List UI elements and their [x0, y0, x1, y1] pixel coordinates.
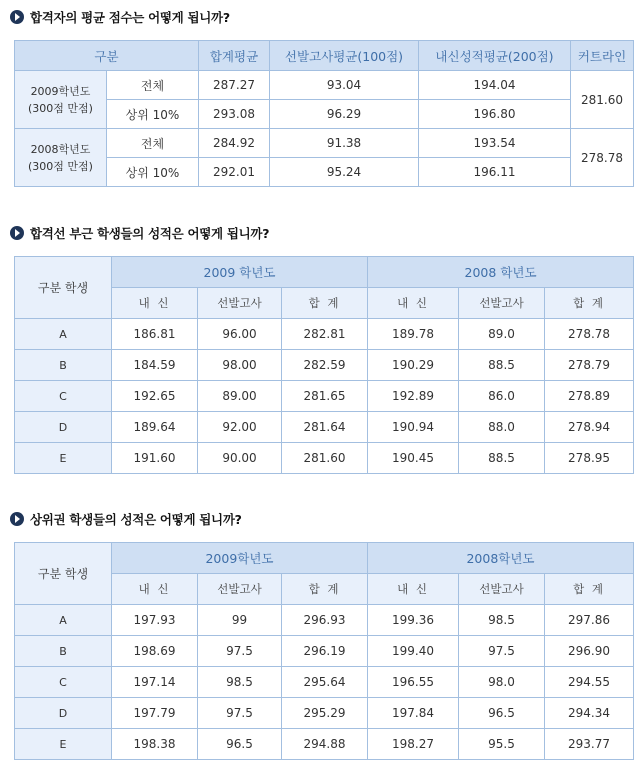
- exam-avg-cell: 96.29: [270, 100, 419, 129]
- naesin-2009-cell: 198.69: [112, 636, 198, 667]
- total-avg-cell: 292.01: [199, 158, 270, 187]
- arrow-bullet-icon: [10, 10, 24, 24]
- section-heading-average-scores: [10, 7, 230, 27]
- subgroup-label: 상위 10%: [107, 100, 199, 129]
- section-heading-cutline-students: [10, 223, 269, 243]
- total-2008-cell: 296.90: [545, 636, 634, 667]
- naesin-2009-cell: 197.93: [112, 605, 198, 636]
- naesin-2009-cell: 192.65: [112, 381, 198, 412]
- naesin-2008-cell: 189.78: [368, 319, 459, 350]
- heading-text: 상위권 학생들의 성적은 어떻게 됩니까?: [30, 512, 242, 527]
- total-2008-cell: 293.77: [545, 729, 634, 760]
- student-label: B: [15, 350, 112, 381]
- total-2009-cell: 294.88: [282, 729, 368, 760]
- total-2009-cell: 295.64: [282, 667, 368, 698]
- year-2008-header: 2008학년도: [368, 543, 634, 574]
- year-2009-header: 2009 학년도: [112, 257, 368, 288]
- table-row: [15, 698, 634, 729]
- naesin-2008-cell: 192.89: [368, 381, 459, 412]
- exam-2009-cell: 97.5: [198, 636, 282, 667]
- total-2009-cell: 281.60: [282, 443, 368, 474]
- table-row: [15, 729, 634, 760]
- subheader-naesin: 내 신: [368, 574, 459, 605]
- subheader-total: 합 계: [545, 574, 634, 605]
- subheader-naesin: 내 신: [112, 288, 198, 319]
- arrow-bullet-icon: [10, 226, 24, 240]
- table-row: [15, 667, 634, 698]
- section-heading-top-students: [10, 509, 242, 529]
- year-2008-label: 2008학년도 (300점 만점): [15, 129, 107, 187]
- exam-2009-cell: 98.00: [198, 350, 282, 381]
- subgroup-label: 전체: [107, 71, 199, 100]
- table-row: [15, 71, 634, 100]
- corner-header: 구분 학생: [15, 257, 112, 319]
- student-label: C: [15, 667, 112, 698]
- header-naesin-avg: 내신성적평균(200점): [419, 41, 571, 71]
- total-2008-cell: 278.95: [545, 443, 634, 474]
- year-header-row: [15, 543, 634, 574]
- subheader-exam: 선발고사: [459, 288, 545, 319]
- subheader-exam: 선발고사: [198, 574, 282, 605]
- naesin-2008-cell: 196.55: [368, 667, 459, 698]
- exam-2009-cell: 96.00: [198, 319, 282, 350]
- naesin-avg-cell: 193.54: [419, 129, 571, 158]
- year-2009-header: 2009학년도: [112, 543, 368, 574]
- exam-2008-cell: 95.5: [459, 729, 545, 760]
- naesin-2008-cell: 198.27: [368, 729, 459, 760]
- exam-2008-cell: 96.5: [459, 698, 545, 729]
- exam-2009-cell: 96.5: [198, 729, 282, 760]
- table-row: [15, 636, 634, 667]
- exam-avg-cell: 91.38: [270, 129, 419, 158]
- table-row: [15, 443, 634, 474]
- naesin-2009-cell: 191.60: [112, 443, 198, 474]
- total-2008-cell: 294.34: [545, 698, 634, 729]
- total-2009-cell: 282.81: [282, 319, 368, 350]
- exam-2009-cell: 89.00: [198, 381, 282, 412]
- table-header-row: [15, 41, 634, 71]
- total-2009-cell: 282.59: [282, 350, 368, 381]
- header-category: 구분: [15, 41, 199, 71]
- exam-2008-cell: 98.0: [459, 667, 545, 698]
- table-row: [15, 158, 634, 187]
- header-cutline: 커트라인: [571, 41, 634, 71]
- exam-2008-cell: 88.5: [459, 443, 545, 474]
- subheader-exam: 선발고사: [459, 574, 545, 605]
- subheader-naesin: 내 신: [368, 288, 459, 319]
- total-2009-cell: 296.93: [282, 605, 368, 636]
- exam-2009-cell: 97.5: [198, 698, 282, 729]
- top-students-table: [14, 542, 634, 760]
- naesin-2009-cell: 197.79: [112, 698, 198, 729]
- table-row: [15, 605, 634, 636]
- naesin-avg-cell: 196.11: [419, 158, 571, 187]
- student-label: D: [15, 412, 112, 443]
- table-row: [15, 381, 634, 412]
- naesin-2009-cell: 184.59: [112, 350, 198, 381]
- table-body: [15, 319, 634, 474]
- table-row: [15, 319, 634, 350]
- total-avg-cell: 287.27: [199, 71, 270, 100]
- student-label: E: [15, 443, 112, 474]
- total-2008-cell: 278.89: [545, 381, 634, 412]
- year-2008-header: 2008 학년도: [368, 257, 634, 288]
- student-label: B: [15, 636, 112, 667]
- total-2008-cell: 278.78: [545, 319, 634, 350]
- total-2009-cell: 281.65: [282, 381, 368, 412]
- exam-avg-cell: 93.04: [270, 71, 419, 100]
- naesin-2009-cell: 198.38: [112, 729, 198, 760]
- cutline-cell: 281.60: [571, 71, 634, 129]
- table-row: [15, 129, 634, 158]
- naesin-2009-cell: 189.64: [112, 412, 198, 443]
- table-row: [15, 100, 634, 129]
- exam-2008-cell: 98.5: [459, 605, 545, 636]
- student-label: D: [15, 698, 112, 729]
- arrow-bullet-icon: [10, 512, 24, 526]
- table-body: [15, 605, 634, 760]
- heading-text: 합격자의 평균 점수는 어떻게 됩니까?: [30, 10, 230, 25]
- exam-2009-cell: 98.5: [198, 667, 282, 698]
- exam-2008-cell: 88.5: [459, 350, 545, 381]
- subheader-total: 합 계: [282, 574, 368, 605]
- total-2008-cell: 294.55: [545, 667, 634, 698]
- naesin-2008-cell: 199.40: [368, 636, 459, 667]
- subheader-naesin: 내 신: [112, 574, 198, 605]
- naesin-2008-cell: 190.45: [368, 443, 459, 474]
- total-avg-cell: 293.08: [199, 100, 270, 129]
- naesin-2009-cell: 197.14: [112, 667, 198, 698]
- exam-2009-cell: 90.00: [198, 443, 282, 474]
- student-label: A: [15, 605, 112, 636]
- total-2008-cell: 297.86: [545, 605, 634, 636]
- exam-2008-cell: 89.0: [459, 319, 545, 350]
- naesin-2009-cell: 186.81: [112, 319, 198, 350]
- average-scores-table: [14, 40, 634, 187]
- exam-avg-cell: 95.24: [270, 158, 419, 187]
- subgroup-label: 상위 10%: [107, 158, 199, 187]
- naesin-2008-cell: 199.36: [368, 605, 459, 636]
- exam-2009-cell: 92.00: [198, 412, 282, 443]
- subheader-total: 합 계: [282, 288, 368, 319]
- table-row: [15, 412, 634, 443]
- total-2009-cell: 296.19: [282, 636, 368, 667]
- exam-2008-cell: 97.5: [459, 636, 545, 667]
- student-label: C: [15, 381, 112, 412]
- subheader-exam: 선발고사: [198, 288, 282, 319]
- header-exam-avg: 선발고사평균(100점): [270, 41, 419, 71]
- naesin-avg-cell: 196.80: [419, 100, 571, 129]
- subheader-total: 합 계: [545, 288, 634, 319]
- total-2008-cell: 278.79: [545, 350, 634, 381]
- exam-2008-cell: 86.0: [459, 381, 545, 412]
- naesin-avg-cell: 194.04: [419, 71, 571, 100]
- table-row: [15, 350, 634, 381]
- student-label: A: [15, 319, 112, 350]
- exam-2008-cell: 88.0: [459, 412, 545, 443]
- cutline-cell: 278.78: [571, 129, 634, 187]
- naesin-2008-cell: 190.94: [368, 412, 459, 443]
- subgroup-label: 전체: [107, 129, 199, 158]
- cutline-students-table: [14, 256, 634, 474]
- year-2009-label: 2009학년도 (300점 만점): [15, 71, 107, 129]
- year-header-row: [15, 257, 634, 288]
- total-2009-cell: 281.64: [282, 412, 368, 443]
- exam-2009-cell: 99: [198, 605, 282, 636]
- total-2009-cell: 295.29: [282, 698, 368, 729]
- student-label: E: [15, 729, 112, 760]
- header-total-avg: 합계평균: [199, 41, 270, 71]
- heading-text: 합격선 부근 학생들의 성적은 어떻게 됩니까?: [30, 226, 270, 241]
- naesin-2008-cell: 197.84: [368, 698, 459, 729]
- total-avg-cell: 284.92: [199, 129, 270, 158]
- total-2008-cell: 278.94: [545, 412, 634, 443]
- corner-header: 구분 학생: [15, 543, 112, 605]
- naesin-2008-cell: 190.29: [368, 350, 459, 381]
